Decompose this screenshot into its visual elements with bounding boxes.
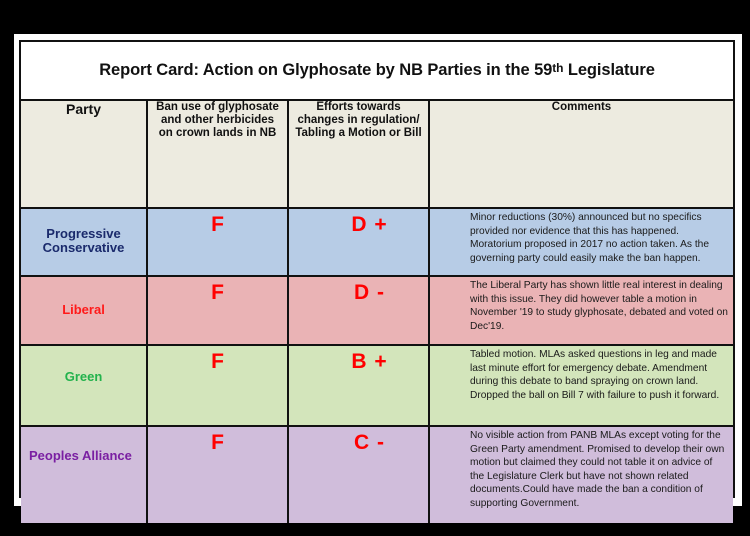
column-header-ban: Ban use of glyphosate and other herbicides on crown lands in NB [147, 101, 288, 208]
table-row-peoples-alliance [21, 426, 733, 523]
comment-text: Tabled motion. MLAs asked questions in leg and made last minute effort for emergency debate. Amendment during this debate to band spraying on crown land. Dropped the ball on Bill 7 with failure to push it forward. [470, 349, 720, 401]
party-name: Peoples Alliance [29, 448, 132, 463]
report-title [21, 42, 733, 101]
comment-text: Minor reductions (30%) announced but no specifics provided nor evidence that this has happened. Moratorium proposed in 2017 no action taken. As the governing party could easily make the ban happen. [470, 212, 709, 264]
column-header-comments: Comments [429, 101, 733, 208]
ban-grade: F [211, 431, 224, 454]
ban-grade: F [211, 213, 224, 236]
table-row-progressive-conservative [21, 208, 733, 276]
column-header-party: Party [21, 101, 147, 208]
table-row-green [21, 345, 733, 426]
party-name: Liberal [62, 301, 105, 317]
efforts-grade: D + [351, 213, 388, 236]
efforts-grade: B + [351, 350, 388, 373]
title-prefix: Report Card: Action on Glyphosate by NB Parties in the 59 [99, 61, 553, 79]
party-name: Progressive Conservative [42, 226, 125, 255]
ban-grade: F [211, 281, 224, 304]
party-name: Green [64, 369, 103, 384]
efforts-grade: C - [354, 431, 385, 454]
title-suffix: Legislature [563, 61, 655, 79]
header-row [21, 101, 733, 208]
comment-text: The Liberal Party has shown little real interest in dealing with this issue. They did however table a motion in November '19 to study glyphosate, debated and voted on Dec'19. [470, 280, 728, 332]
column-header-efforts: Efforts towards changes in regulation/ Tabling a Motion or Bill [288, 101, 429, 208]
report-table [21, 101, 733, 523]
efforts-grade: D - [354, 281, 385, 304]
title-superscript: th [552, 60, 564, 75]
report-card [19, 40, 735, 509]
table-row-liberal [21, 276, 733, 345]
ban-grade: F [211, 350, 224, 373]
comment-text: No visible action from PANB MLAs except voting for the Green Party amendment. Promised to develop their own motion but claimed they could not table it on advice of the Legislature Clerk but have not shown related documents.Could have made the ban a condition of supporting Government. [470, 430, 725, 509]
